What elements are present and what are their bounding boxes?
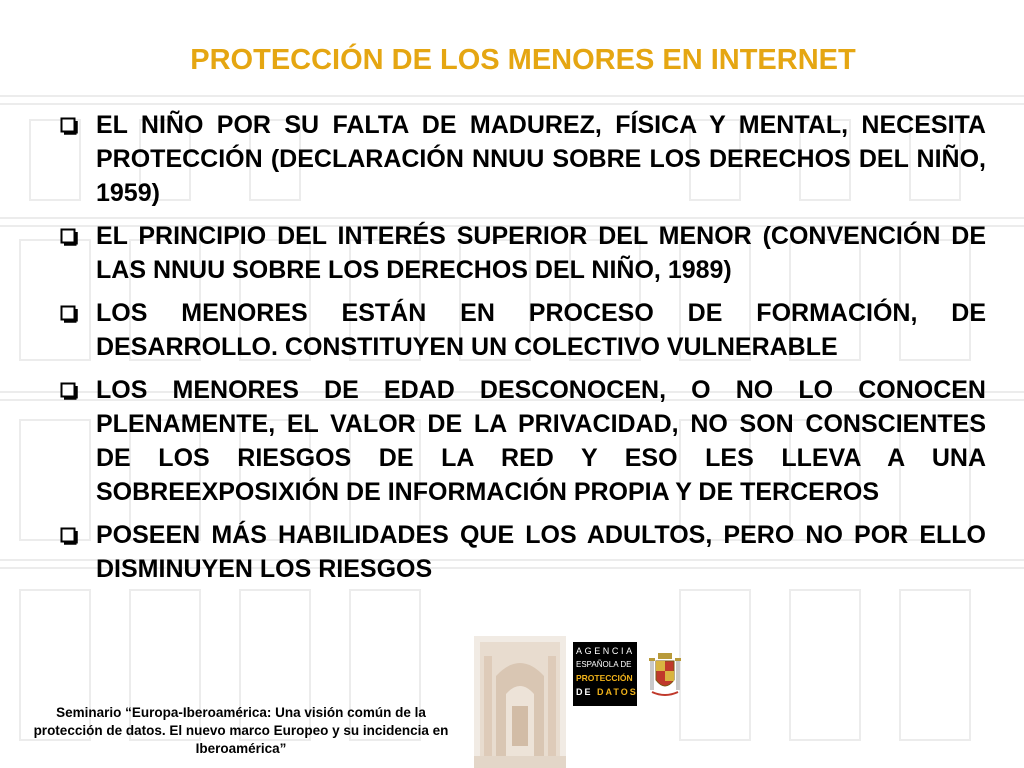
bullet-item-4 (58, 373, 986, 509)
checkbox-square-icon (60, 527, 78, 545)
agency-logo (573, 642, 637, 706)
bullet-text: LOS MENORES ESTÁN EN PROCESO DE FORMACIÓN, DE DESARROLLO. CONSTITUYEN UN COLECTIVO VULNERABLE (96, 299, 986, 361)
bullet-text: LOS MENORES DE EDAD DESCONOCEN, O NO LO CONOCEN PLENAMENTE, EL VALOR DE LA PRIVACIDAD, NO SON CONSCIENTES DE LOS RIESGOS DE LA RED Y ESO LES LLEVA A UNA SOBREEXPOSIXIÓN DE INFORMACIÓN PROPIA Y DE TERCEROS (96, 376, 986, 506)
checkbox-square-icon (60, 382, 78, 400)
bullet-text: EL PRINCIPIO DEL INTERÉS SUPERIOR DEL MENOR (CONVENCIÓN DE LAS NNUU SOBRE LOS DERECHOS DEL NIÑO, 1989) (96, 222, 986, 284)
logo-de-text: DE (576, 687, 593, 697)
bullet-item-5 (58, 518, 986, 586)
logo-agencia-text: AGENCIA (576, 646, 635, 656)
seminar-footer-line-2: protección de datos. El nuevo marco Europeo y su incidencia en (33, 723, 449, 738)
logo-datos-line (576, 687, 638, 697)
bullet-list (58, 108, 986, 595)
coat-of-arms-icon (648, 652, 682, 698)
seminar-footer-line-3: Iberoamérica” (195, 741, 287, 756)
building-entrance-photo (474, 636, 566, 768)
bullet-item-3 (58, 296, 986, 364)
seminar-footer (12, 704, 470, 758)
logo-datos-text: DATOS (597, 687, 638, 697)
checkbox-square-icon (60, 117, 78, 135)
logo-proteccion-text: PROTECCIÓN (576, 673, 633, 683)
logo-espanola-text: ESPAÑOLA DE (576, 660, 632, 669)
bullet-text: POSEEN MÁS HABILIDADES QUE LOS ADULTOS, PERO NO POR ELLO DISMINUYEN LOS RIESGOS (96, 521, 986, 583)
bullet-text: EL NIÑO POR SU FALTA DE MADUREZ, FÍSICA Y MENTAL, NECESITA PROTECCIÓN (DECLARACIÓN NNUU SOBRE LOS DERECHOS DEL NIÑO, 1959) (96, 111, 986, 207)
bullet-item-1 (58, 108, 986, 210)
checkbox-square-icon (60, 305, 78, 323)
bullet-item-2 (58, 219, 986, 287)
seminar-footer-line-1: Seminario “Europa-Iberoamérica: Una visión común de la (56, 705, 426, 720)
slide-title: PROTECCIÓN DE LOS MENORES EN INTERNET (190, 44, 856, 76)
checkbox-square-icon (60, 228, 78, 246)
